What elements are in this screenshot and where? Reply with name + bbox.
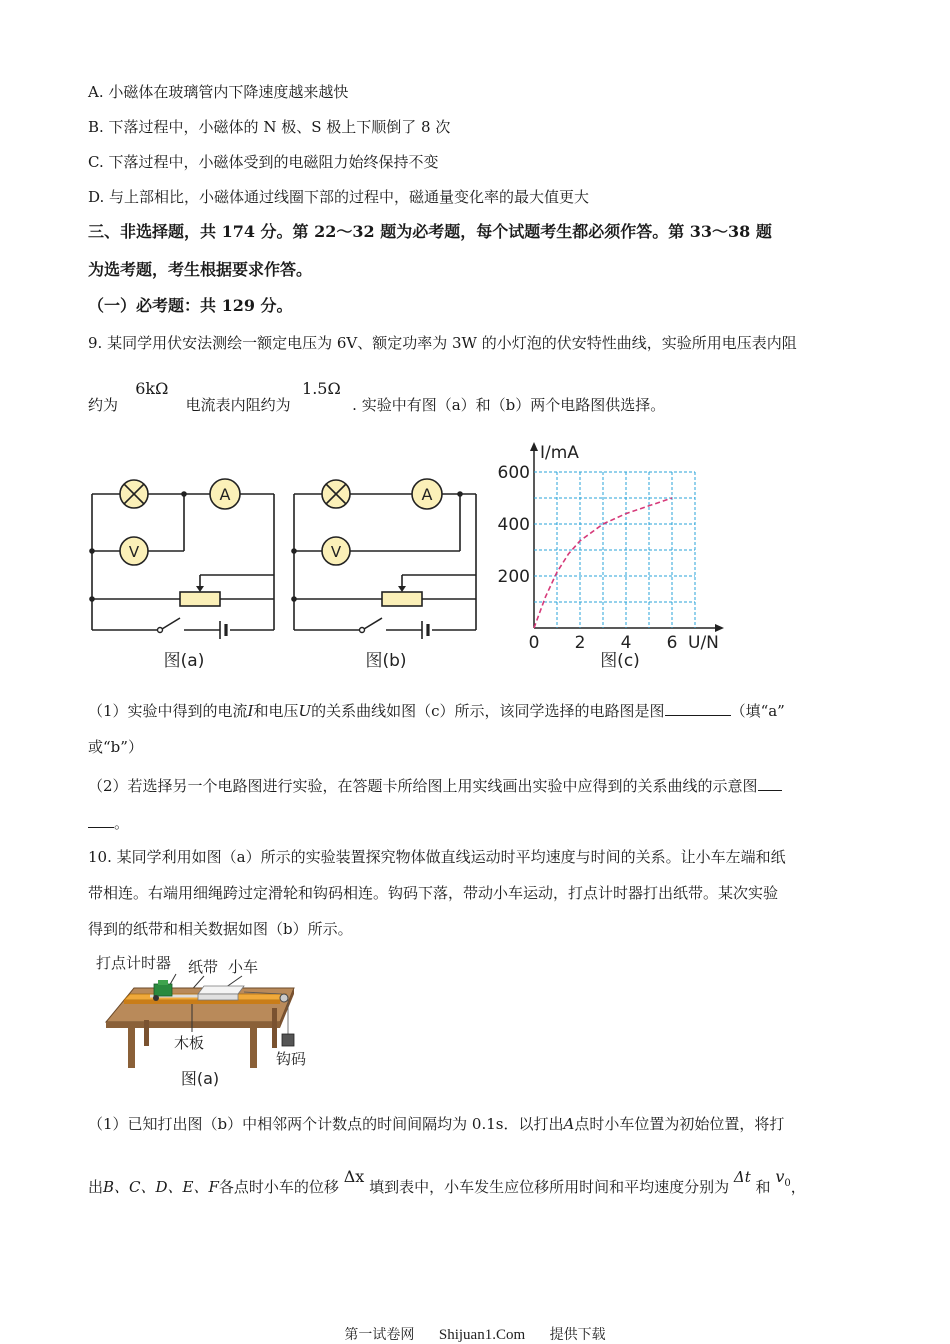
option-a: A. 小磁体在玻璃管内下降速度越来越快 (88, 83, 349, 101)
y-axis-label: I/mA (540, 443, 579, 463)
q9-stem-part1: 约为 (88, 396, 119, 414)
label-weight: 钩码 (276, 1050, 307, 1068)
table-leg (250, 1028, 257, 1068)
page-footer (0, 1324, 950, 1344)
pulley-icon (280, 994, 288, 1002)
voltage-symbol: U (298, 702, 312, 720)
q10-stem-line2: 带相连。右端用细绳跨过定滑轮和钩码相连。钩码下落，带动小车运动，打点计时器打出纸带。某次实验 (88, 884, 779, 902)
switch-icon (158, 628, 163, 633)
footer-site-url[interactable]: Shijuan1.Com (438, 1327, 526, 1343)
x-tick-label: 4 (620, 633, 632, 653)
q10-part1-line2 (88, 1167, 806, 1204)
option-d: D. 与上部相比，小磁体通过线圈下部的过程中，磁通量变化率的最大值更大 (88, 188, 590, 206)
time-symbol: Δt (733, 1168, 751, 1186)
q9-part1-text-b: 和电压 (253, 702, 299, 720)
label-car: 小车 (228, 958, 259, 976)
q9-part1-line1 (88, 700, 785, 721)
footer-download: 提供下载 (549, 1327, 606, 1343)
q9-part1-text-c: 的关系曲线如图（c）所示，该同学选择的电路图是图 (311, 702, 665, 720)
points-label: B、C、D、E、F (103, 1178, 219, 1196)
voltmeter-resistance: 6kΩ (135, 379, 169, 398)
iv-chart (498, 442, 724, 671)
q9-part1-line2: 或“b”） (88, 738, 143, 756)
q10-part1-text-a: （1）已知打出图（b）中相邻两个计数点的时间间隔均为 0.1s．以打出 (88, 1115, 564, 1133)
q9-part2-end: 。 (114, 814, 130, 832)
table-leg (272, 1008, 277, 1048)
apparatus-figure (96, 950, 336, 1090)
circuit-b (291, 479, 476, 671)
velocity-letter: v (775, 1167, 785, 1186)
point-a-label: A (563, 1115, 575, 1133)
x-tick-label: 2 (574, 633, 586, 653)
q9-stem-part3: . 实验中有图（a）和（b）两个电路图供选择。 (352, 396, 666, 414)
y-tick-label: 200 (497, 567, 530, 587)
current-symbol: I (247, 702, 254, 720)
displacement-symbol: Δx (343, 1167, 365, 1186)
ammeter-label: A (219, 485, 231, 504)
footer-site-name: 第一试卷网 (344, 1327, 415, 1343)
x-tick-label: 0 (528, 633, 540, 653)
x-tick-label: 6 (666, 633, 678, 653)
switch-icon (360, 628, 365, 633)
q9-part2-answer-blank[interactable] (758, 775, 782, 791)
q10-part1-text-f: 和 (755, 1178, 771, 1196)
q10-part1-comma: ， (790, 1178, 806, 1196)
apparatus-svg (96, 950, 336, 1090)
label-tape: 纸带 (188, 958, 219, 976)
q9-part2-line2 (88, 812, 129, 833)
hook-weight-icon (282, 1034, 294, 1046)
label-board: 木板 (174, 1034, 205, 1052)
q9-part2-line1 (88, 775, 782, 796)
q9-part1-text-a: （1）实验中得到的电流 (88, 702, 248, 720)
q9-stem-part2: 电流表内阻约为 (185, 396, 291, 414)
q10-part1-line1 (88, 1114, 784, 1134)
section-subheader: （一）必考题：共 129 分。 (88, 296, 293, 315)
fig-c-caption: 图(c) (600, 651, 640, 671)
q10-stem-line1: 10. 某同学利用如图（a）所示的实验装置探究物体做直线运动时平均速度与时间的关系。让小车左端和纸 (88, 848, 786, 866)
velocity-subscript: 0 (784, 1178, 791, 1190)
ammeter-resistance: 1.5Ω (302, 379, 341, 398)
option-b: B. 下落过程中，小磁体的 N 极、S 极上下顺倒了 8 次 (88, 118, 451, 136)
rheostat-icon (382, 592, 422, 606)
circuit-a (92, 494, 274, 630)
velocity-symbol (775, 1167, 791, 1190)
apparatus-caption: 图(a) (180, 1069, 220, 1088)
q9-part1-answer-blank[interactable] (665, 700, 731, 716)
table-leg (128, 1028, 135, 1068)
label-timer: 打点计时器 (96, 954, 172, 972)
x-axis-label: U/N (688, 633, 719, 653)
section-header-line2: 为选考题，考生根据要求作答。 (88, 260, 313, 279)
option-c: C. 下落过程中，小磁体受到的电磁阻力始终保持不变 (88, 153, 439, 171)
q10-part1-text-b: 点时小车位置为初始位置，将打 (574, 1115, 785, 1133)
voltmeter-label: V (128, 543, 140, 561)
rheostat-icon (180, 592, 220, 606)
voltmeter-label: V (330, 543, 342, 561)
y-tick-label: 400 (497, 515, 530, 535)
q9-part1-text-d: （填“a” (730, 702, 785, 720)
q9-part2-answer-blank-cont[interactable] (88, 812, 114, 828)
car-icon (198, 986, 244, 994)
y-tick-label: 600 (497, 463, 530, 483)
q9-figures (84, 440, 744, 680)
q9-part2-text: （2）若选择另一个电路图进行实验，在答题卡所给图上用实线画出实验中应得到的关系曲线的示意图 (88, 777, 758, 795)
q9-stem-line2 (88, 379, 666, 415)
fig-b-caption: 图(b) (365, 651, 407, 671)
fig-a-caption: 图(a) (163, 651, 205, 671)
q10-part1-text-d: 各点时小车的位移 (218, 1178, 339, 1196)
section-header-line1: 三、非选择题，共 174 分。第 22～32 题为必考题，每个试题考生都必须作答。第 33～38 题 (88, 222, 772, 241)
ammeter-label: A (421, 485, 433, 504)
q9-figures-svg (84, 440, 744, 680)
table-leg (144, 1020, 149, 1046)
q9-stem-line1: 9. 某同学用伏安法测绘一额定电压为 6V、额定功率为 3W 的小灯泡的伏安特性曲线，实验所用电压表内阻 (88, 334, 797, 352)
table-edge (106, 1022, 280, 1028)
q10-stem-line3: 得到的纸带和相关数据如图（b）所示。 (88, 920, 353, 938)
q10-part1-text-c: 出 (88, 1178, 104, 1196)
timer-icon (154, 984, 172, 996)
q10-part1-text-e: 填到表中，小车发生应位移所用时间和平均速度分别为 (369, 1178, 730, 1196)
